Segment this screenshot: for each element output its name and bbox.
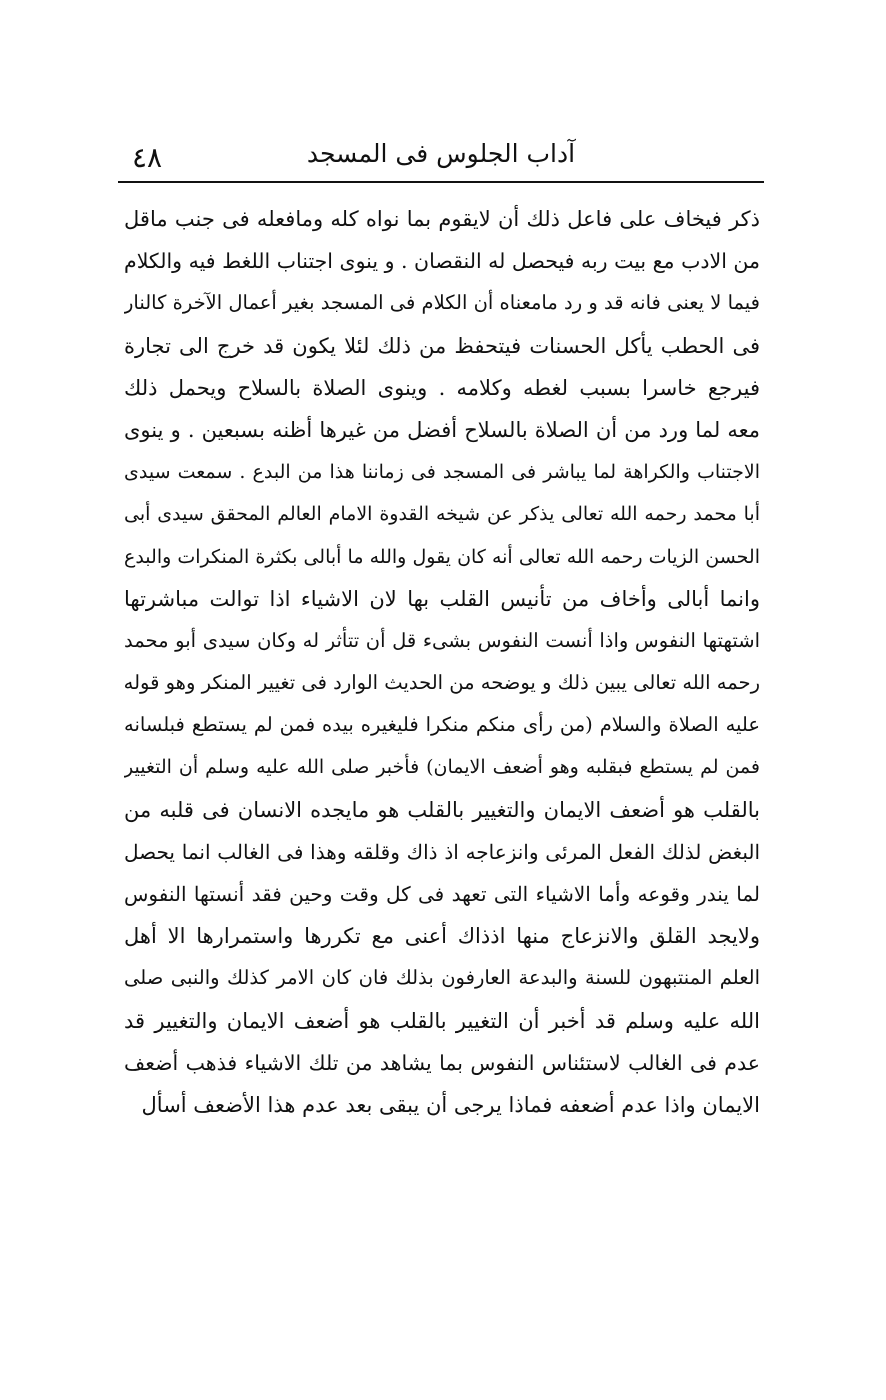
text-line: لما يندر وقوعه وأما الاشياء التى تعهد فى كل وقت وحين فقد أنستها النفوس xyxy=(124,882,760,906)
text-line: فمن لم يستطع فبقلبه وهو أضعف الايمان) فأخبر صلى الله عليه وسلم أن التغيير xyxy=(124,756,760,779)
text-line: وانما أبالى وأخاف من تأنيس القلب بها لان الاشياء اذا توالت مباشرتها xyxy=(124,586,760,611)
text-line: فى الحطب يأكل الحسنات فيتحفظ من ذلك لئلا يكون قد خرج الى تجارة xyxy=(124,333,760,358)
text-line: من الادب مع بيت ربه فيحصل له النقصان . و ينوى اجتناب اللغط فيه والكلام xyxy=(124,249,760,274)
text-line: معه لما ورد من أن الصلاة بالسلاح أفضل من غيرها أظنه بسبعين . و ينوى xyxy=(124,417,760,442)
text-line: اشتهتها النفوس واذا أنست النفوس بشىء قل أن تتأثر له وكان سيدى أبو محمد xyxy=(124,628,760,652)
page-header xyxy=(118,132,764,176)
text-line: ذكر فيخاف على فاعل ذلك أن لايقوم بما نواه كله ومافعله فى جنب ماقل xyxy=(124,207,760,231)
text-line: العلم المنتبهون للسنة والبدعة العارفون بذلك فان كان الامر كذلك والنبى صلى xyxy=(124,966,760,990)
running-title: آداب الجلوس فى المسجد xyxy=(306,139,576,168)
text-line: فيرجع خاسرا بسبب لغطه وكلامه . وينوى الصلاة بالسلاح ويحمل ذلك xyxy=(124,375,760,400)
text-line: الحسن الزيات رحمه الله تعالى أنه كان يقول والله ما أبالى بكثرة المنكرات والبدع xyxy=(124,545,760,568)
text-line: الاجتناب والكراهة لما يباشر فى المسجد فى زماننا هذا من البدع . سمعت سيدى xyxy=(124,461,760,484)
text-line: الايمان واذا عدم أضعفه فماذا يرجى أن يبقى بعد عدم هذا الأضعف أسأل xyxy=(141,1092,760,1117)
text-line: ولايجد القلق والانزعاج منها اذذاك أعنى مع تكررها واستمرارها الا أهل xyxy=(124,924,760,949)
text-line: عليه الصلاة والسلام (من رأى منكم منكرا فليغيره بيده فمن لم يستطع فبلسانه xyxy=(124,713,760,737)
body-text xyxy=(124,198,760,1126)
text-line: رحمه الله تعالى يبين ذلك و يوضحه من الحديث الوارد فى تغيير المنكر وهو قوله xyxy=(124,671,760,695)
text-line: فيما لا يعنى فانه قد و رد مامعناه أن الكلام فى المسجد بغير أعمال الآخرة كالنار xyxy=(124,291,760,315)
page-number: ٤٨ xyxy=(132,141,163,174)
header-rule xyxy=(118,181,764,183)
text-line: أبا محمد رحمه الله تعالى يذكر عن شيخه القدوة الامام العالم المحقق سيدى أبى xyxy=(124,503,760,526)
text-line: البغض لذلك الفعل المرئى وانزعاجه اذ ذاك وقلقه وهذا فى الغالب انما يحصل xyxy=(124,839,760,864)
text-line: الله عليه وسلم قد أخبر أن التغيير بالقلب هو أضعف الايمان والتغيير قد xyxy=(124,1008,760,1033)
text-line: عدم فى الغالب لاستئناس النفوس بما يشاهد من تلك الاشياء فذهب أضعف xyxy=(124,1050,760,1075)
text-line: بالقلب هو أضعف الايمان والتغيير بالقلب هو مايجده الانسان فى قلبه من xyxy=(124,797,760,822)
